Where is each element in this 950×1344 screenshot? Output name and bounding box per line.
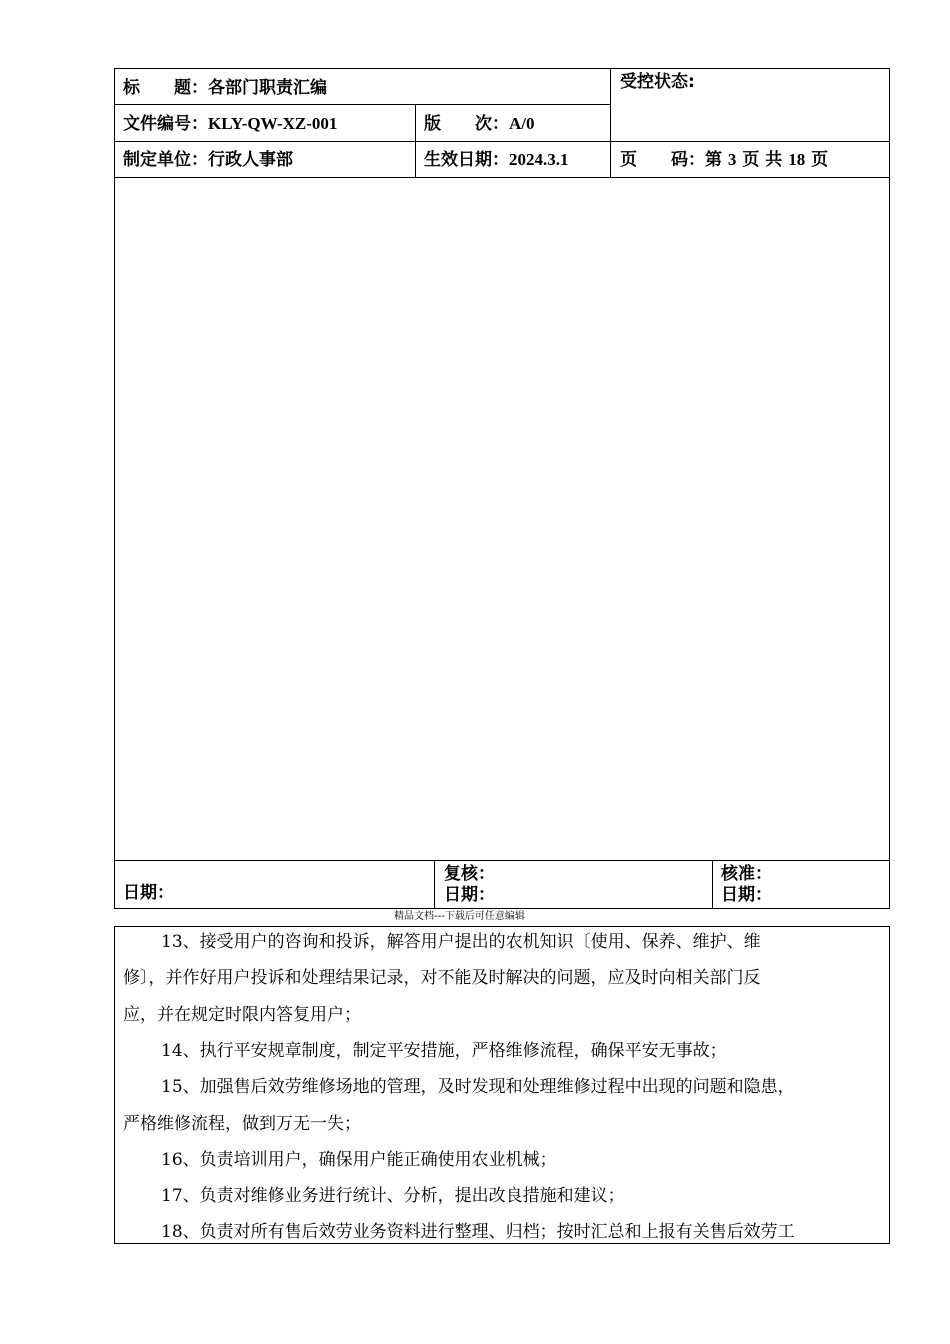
page-label: 页 码：: [620, 150, 705, 170]
content-area: [115, 178, 889, 860]
page-prefix: 第: [705, 150, 722, 170]
title-field: [123, 78, 327, 98]
unit-field: [123, 150, 293, 170]
doc-number-value: KLY-QW-XZ-001: [208, 114, 338, 133]
version-value: A/0: [509, 114, 535, 133]
review-date-label: 日期：: [444, 885, 495, 905]
body-line-1: 13、接受用户的咨询和投诉，解答用户提出的农机知识〔使用、保养、维护、维: [161, 932, 761, 952]
title-label: 标 题：: [123, 78, 208, 98]
signoff-date-label: 日期：: [123, 883, 174, 903]
body-line-5: 15、加强售后效劳维修场地的管理，及时发现和处理维修过程中出现的问题和隐患，: [161, 1077, 795, 1097]
version-label: 版 次：: [424, 114, 509, 134]
page-mid: 页: [742, 150, 760, 170]
footer-note: 精品文档---下载后可任意编辑: [394, 911, 525, 922]
effective-date-value: 2024.3.1: [509, 150, 569, 169]
effective-date-field: [424, 150, 569, 170]
approve-label: 核准：: [721, 864, 772, 884]
body-line-6: 严格维修流程，做到万无一失；: [123, 1114, 361, 1134]
approve-date-label: 日期：: [721, 885, 772, 905]
body-line-3: 应，并在规定时限内答复用户；: [123, 1005, 361, 1025]
doc-number-field: [123, 114, 337, 134]
page-total: 18: [788, 150, 806, 169]
unit-value: 行政人事部: [208, 150, 293, 170]
unit-label: 制定单位：: [123, 150, 208, 170]
version-field: [424, 114, 535, 134]
page-number-field: [620, 150, 828, 170]
body-line-8: 17、负责对维修业务进行统计、分析，提出改良措施和建议；: [161, 1186, 625, 1206]
body-line-2: 修〕，并作好用户投诉和处理结果记录，对不能及时解决的问题，应及时向相关部门反: [123, 968, 761, 988]
control-status-label: 受控状态:: [620, 72, 695, 92]
body-line-9: 18、负责对所有售后效劳业务资料进行整理、归档；按时汇总和上报有关售后效劳工: [161, 1222, 795, 1242]
body-line-7: 16、负责培训用户，确保用户能正确使用农业机械；: [161, 1150, 557, 1170]
review-label: 复核：: [444, 864, 495, 884]
effective-date-label: 生效日期：: [424, 150, 509, 170]
page-suffix: 页: [811, 150, 829, 170]
doc-number-label: 文件编号：: [123, 114, 208, 134]
page-current: 3: [727, 150, 737, 169]
page-total-prefix: 共: [765, 150, 783, 170]
body-line-4: 14、执行平安规章制度，制定平安措施，严格维修流程，确保平安无事故；: [161, 1041, 727, 1061]
title-value: 各部门职责汇编: [208, 78, 327, 98]
